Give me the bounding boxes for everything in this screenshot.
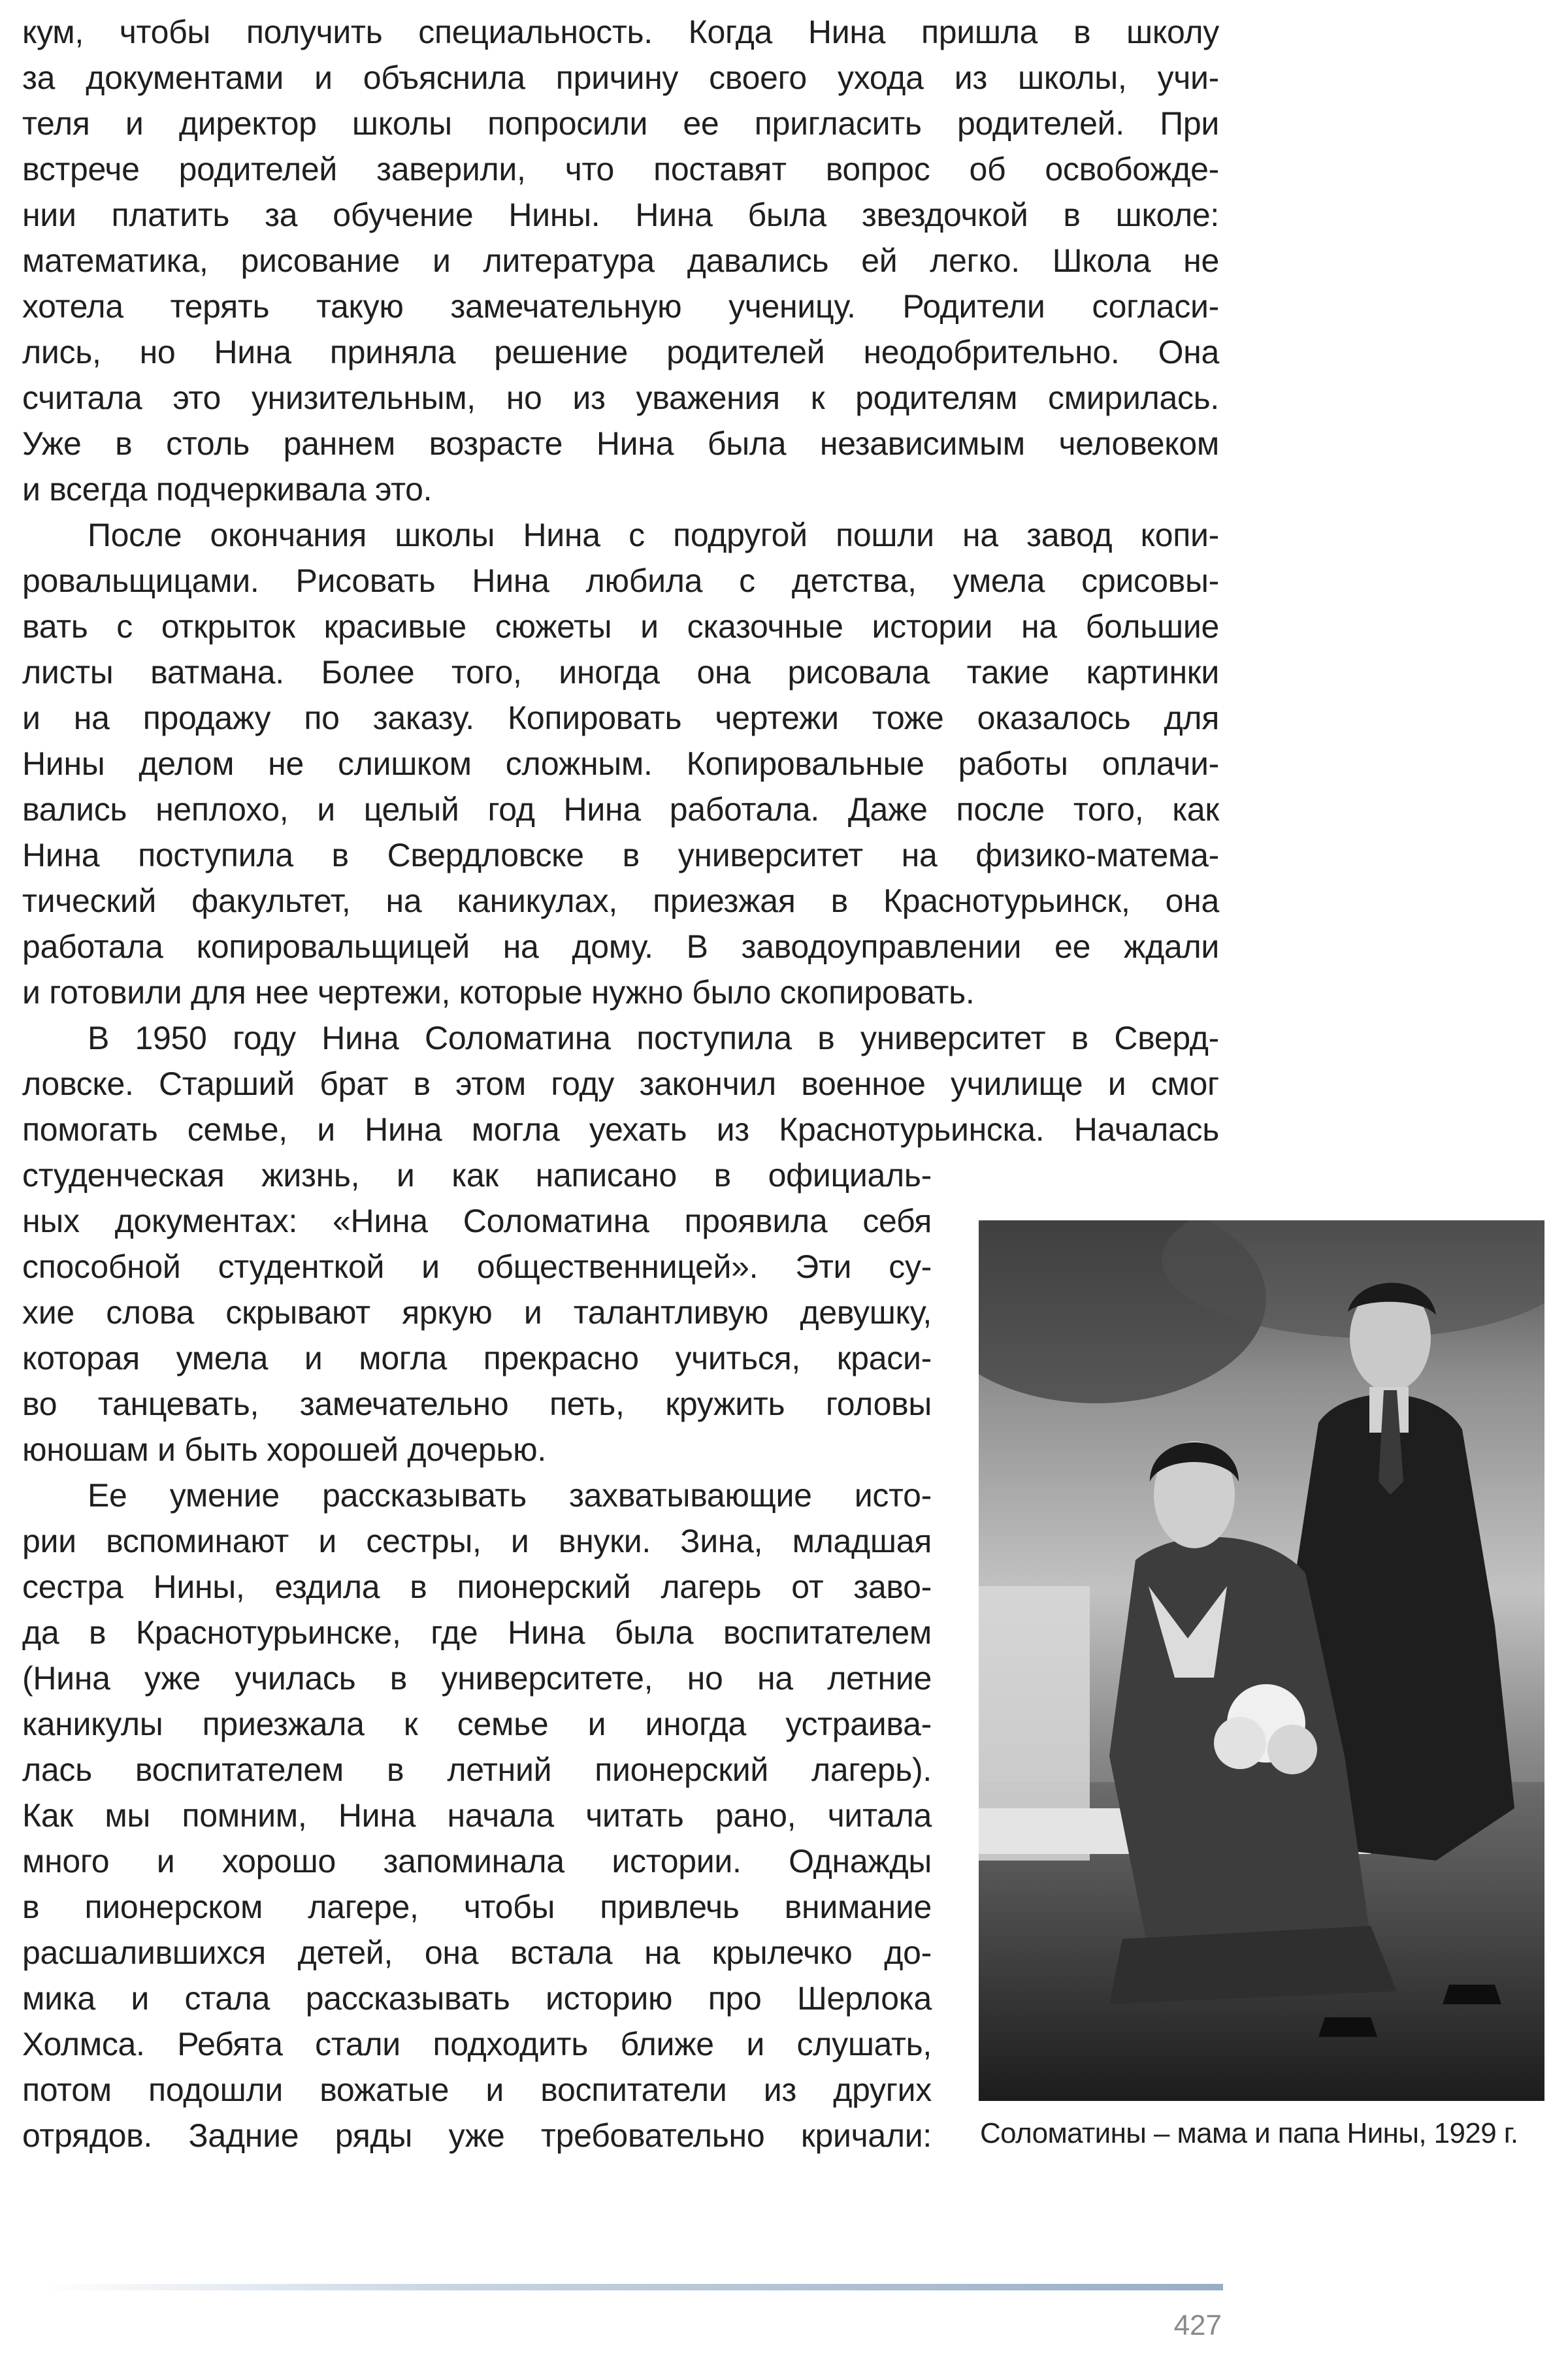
- text-line: способной студенткой и общественницей». Эти су-: [22, 1248, 932, 1285]
- text-line: встрече родителей заверили, что поставят вопрос об освобожде-: [22, 151, 1219, 187]
- text-line: которая умела и могла прекрасно учиться, краси-: [22, 1340, 932, 1376]
- text-line: нии платить за обучение Нины. Нина была звездочкой в школе:: [22, 197, 1219, 233]
- text-line: во танцевать, замечательно петь, кружить головы: [22, 1386, 932, 1422]
- text-line: и готовили для нее чертежи, которые нужно было скопировать.: [22, 974, 975, 1011]
- page-number: 427: [1173, 2309, 1222, 2341]
- text-line: Уже в столь раннем возрасте Нина была независимым человеком: [22, 425, 1219, 462]
- family-photo: [979, 1220, 1544, 2101]
- text-line: отрядов. Задние ряды уже требовательно кричали:: [22, 2117, 932, 2154]
- text-line: листы ватмана. Более того, иногда она рисовала такие картинки: [22, 654, 1219, 691]
- text-line: Как мы помним, Нина начала читать рано, читала: [22, 1797, 932, 1834]
- text-line: ровальщицами. Рисовать Нина любила с детства, умела срисовы-: [22, 562, 1219, 599]
- text-line: кум, чтобы получить специальность. Когда Нина пришла в школу: [22, 14, 1219, 50]
- text-line: и всегда подчеркивала это.: [22, 471, 433, 508]
- text-line: математика, рисование и литература давались ей легко. Школа не: [22, 242, 1219, 279]
- photo-caption: Соломатины – мама и папа Нины, 1929 г.: [980, 2117, 1518, 2149]
- text-line: рии вспоминают и сестры, и внуки. Зина, младшая: [22, 1523, 932, 1559]
- text-line: теля и директор школы попросили ее пригласить родителей. При: [22, 105, 1219, 142]
- photo-illustration: [979, 1220, 1544, 2101]
- text-line: лась воспитателем в летний пионерский лагерь).: [22, 1751, 932, 1788]
- text-line: за документами и объяснила причину своего ухода из школы, учи-: [22, 59, 1219, 96]
- text-line: вать с открыток красивые сюжеты и сказочные истории на большие: [22, 608, 1219, 645]
- text-line: студенческая жизнь, и как написано в официаль-: [22, 1157, 932, 1194]
- text-line: мика и стала рассказывать историю про Шерлока: [22, 1980, 932, 2017]
- text-line: В 1950 году Нина Соломатина поступила в университет в Сверд-: [88, 1020, 1219, 1056]
- text-line: вались неплохо, и целый год Нина работала. Даже после того, как: [22, 791, 1219, 828]
- text-line: лись, но Нина приняла решение родителей неодобрительно. Она: [22, 334, 1219, 370]
- text-line: юношам и быть хорошей дочерью.: [22, 1431, 546, 1468]
- text-line: считала это унизительным, но из уважения к родителям смирилась.: [22, 380, 1219, 416]
- text-line: сестра Нины, ездила в пионерский лагерь от заво-: [22, 1569, 932, 1605]
- text-line: Нины делом не слишком сложным. Копировальные работы оплачи-: [22, 745, 1219, 782]
- text-line: много и хорошо запоминала истории. Однажды: [22, 1843, 932, 1879]
- text-line: тический факультет, на каникулах, приезжая в Краснотурьинск, она: [22, 883, 1219, 919]
- text-line: ных документах: «Нина Соломатина проявила себя: [22, 1203, 932, 1239]
- text-line: хие слова скрывают яркую и талантливую девушку,: [22, 1294, 932, 1331]
- text-line: Холмса. Ребята стали подходить ближе и слушать,: [22, 2026, 932, 2062]
- text-line: каникулы приезжала к семье и иногда устраива-: [22, 1706, 932, 1742]
- text-line: в пионерском лагере, чтобы привлечь внимание: [22, 1889, 932, 1925]
- text-line: и на продажу по заказу. Копировать чертежи тоже оказалось для: [22, 700, 1219, 736]
- text-line: Нина поступила в Свердловске в университет на физико-матема-: [22, 837, 1219, 873]
- text-line: После окончания школы Нина с подругой пошли на завод копи-: [88, 517, 1219, 553]
- text-line: хотела терять такую замечательную ученицу. Родители согласи-: [22, 288, 1219, 325]
- footer-rule: [42, 2284, 1223, 2290]
- text-line: помогать семье, и Нина могла уехать из Краснотурьинска. Началась: [22, 1111, 1219, 1148]
- text-line: ловске. Старший брат в этом году закончил военное училище и смог: [22, 1066, 1219, 1102]
- text-line: (Нина уже училась в университете, но на летние: [22, 1660, 932, 1697]
- text-line: потом подошли вожатые и воспитатели из других: [22, 2072, 932, 2108]
- text-line: расшалившихся детей, она встала на крылечко до-: [22, 1934, 932, 1971]
- text-line: да в Краснотурьинске, где Нина была воспитателем: [22, 1614, 932, 1651]
- text-line: работала копировальщицей на дому. В заводоуправлении ее ждали: [22, 928, 1219, 965]
- text-line: Ее умение рассказывать захватывающие исто-: [88, 1477, 932, 1514]
